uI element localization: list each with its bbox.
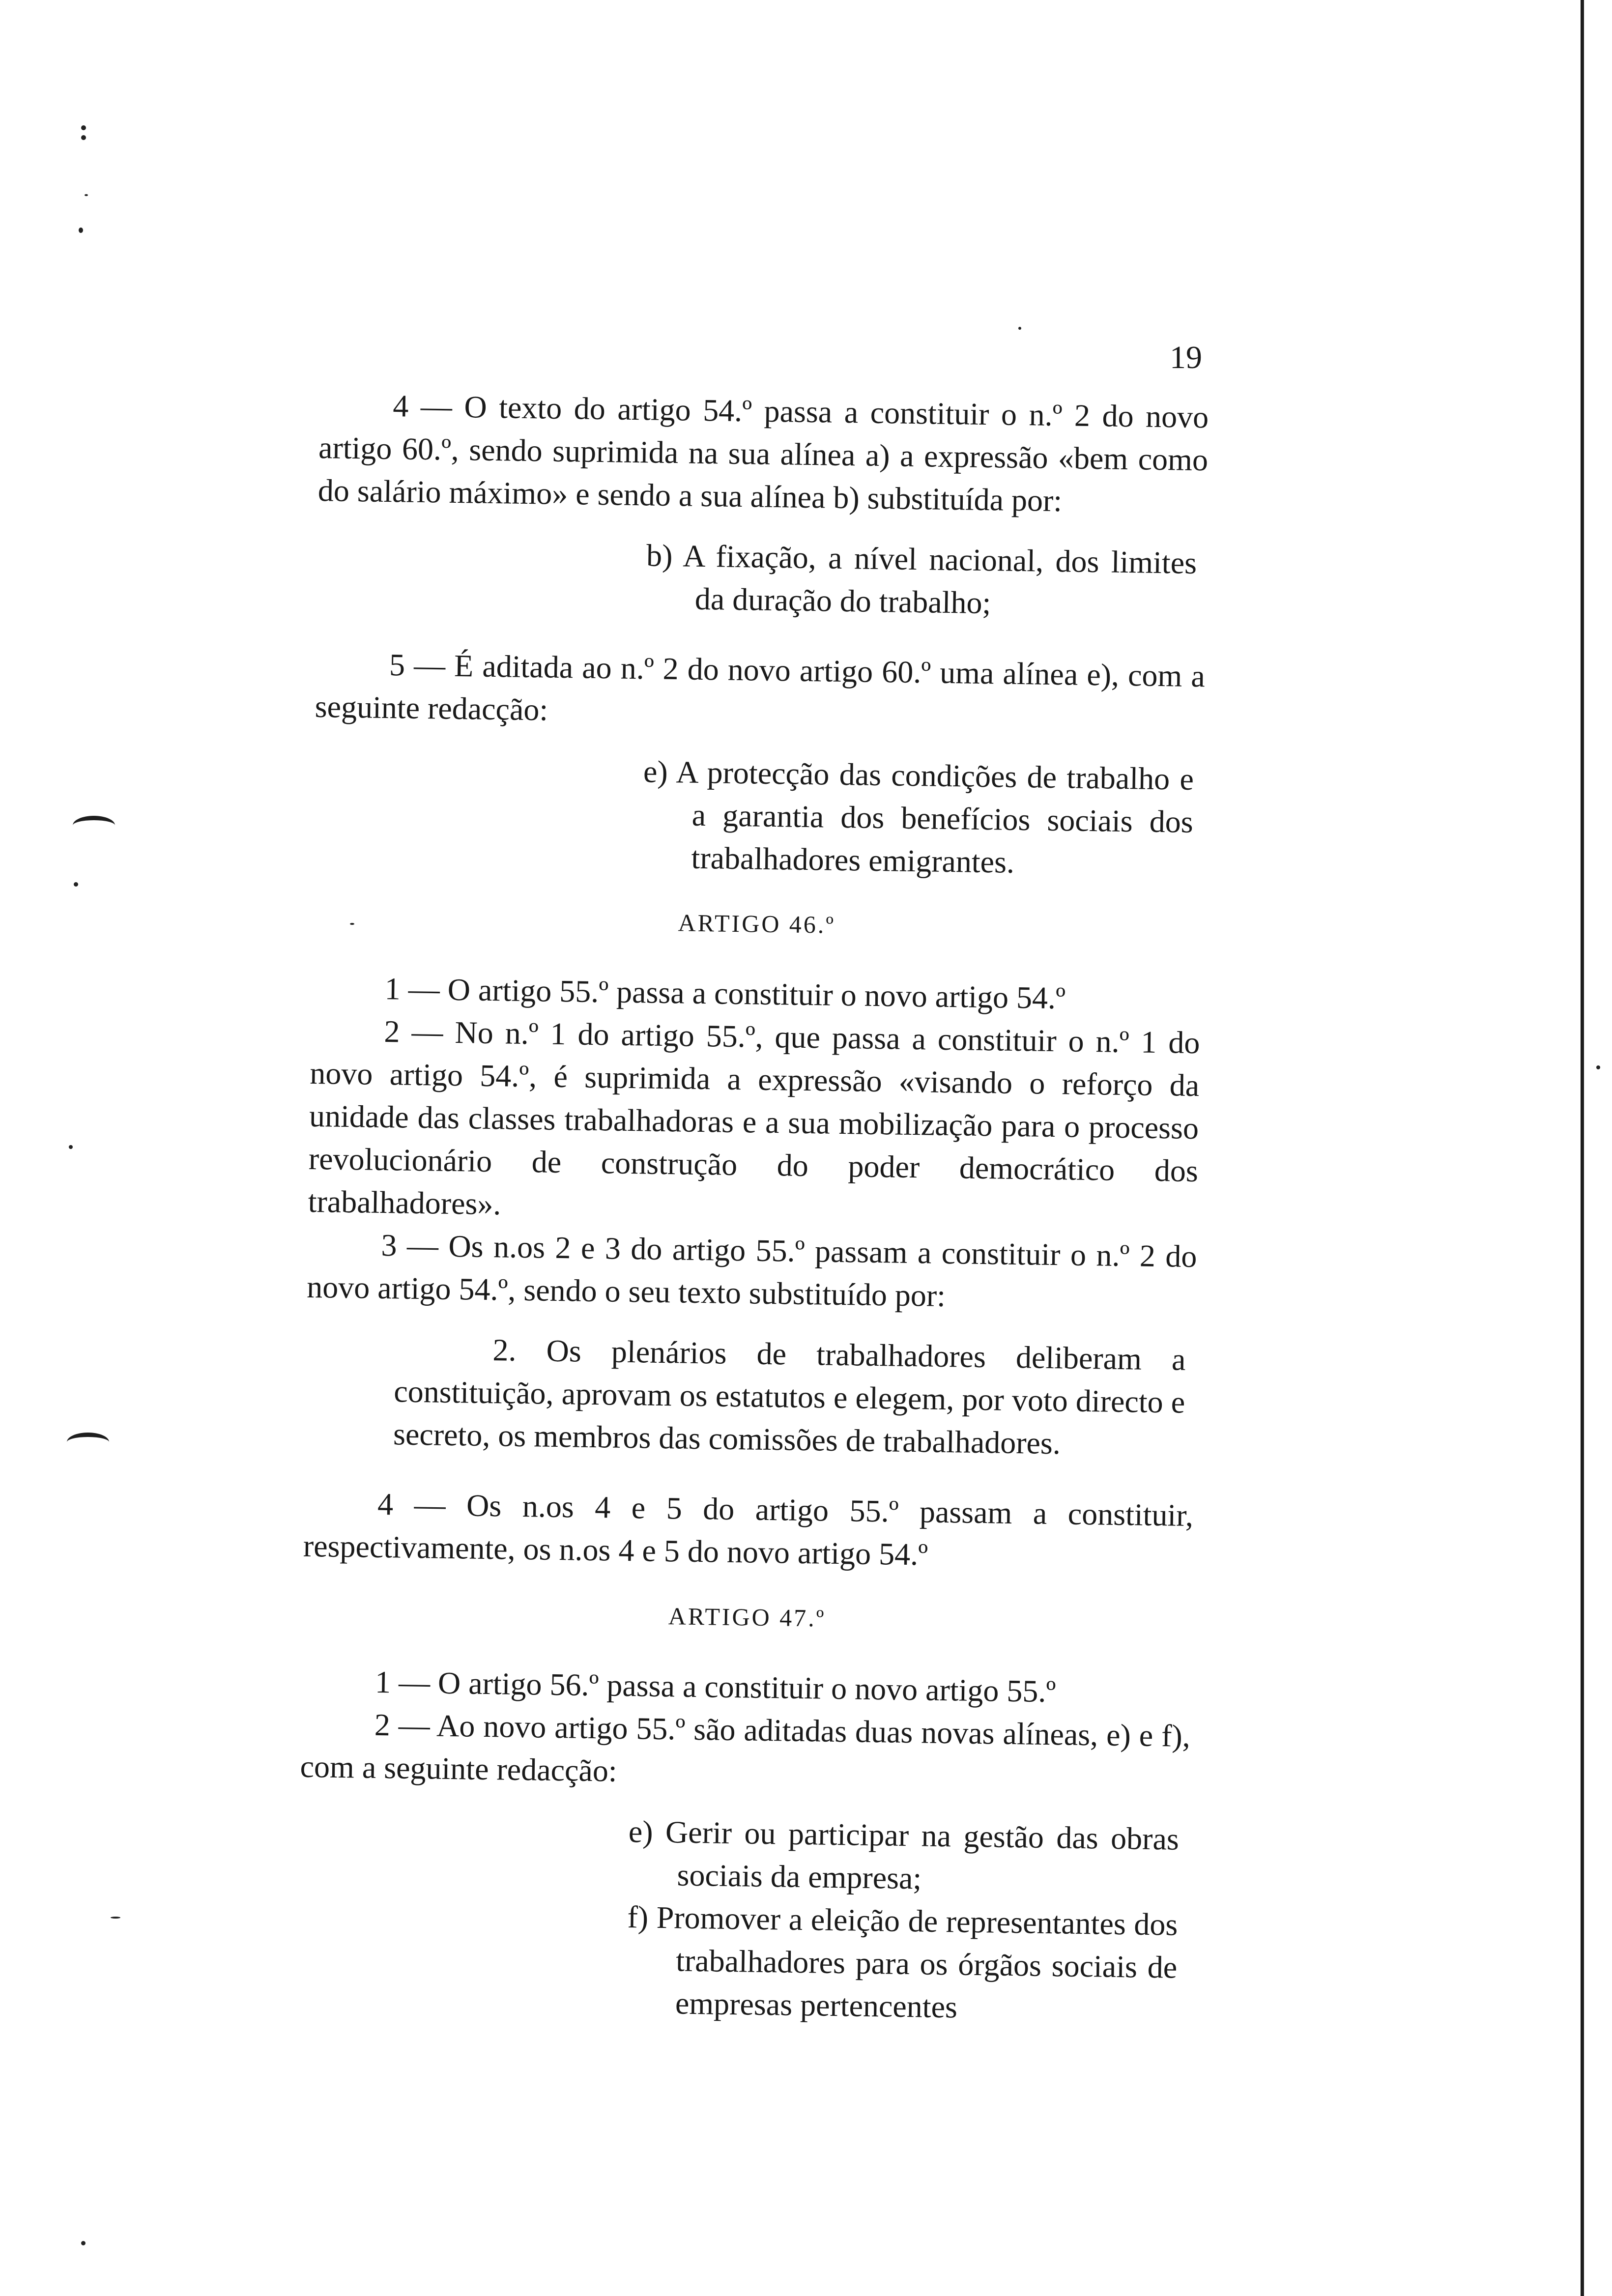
- document-body: [297, 383, 1209, 2032]
- article-47-paragraph-1: 1 — O artigo 56.º passa a constituir o novo artigo 55.º: [374, 1664, 1056, 1709]
- scan-speck: [74, 882, 78, 887]
- article-46-heading: ARTIGO 46.º: [678, 909, 836, 939]
- quoted-item-b: b) A fixação, a nível nacional, dos limites da duração do trabalho;: [646, 538, 1197, 621]
- scan-speck: [69, 1145, 73, 1149]
- quoted-item-e-2: e) Gerir ou participar na gestão das obras sociais da empresa;: [628, 1814, 1180, 1896]
- page-edge-line: [1581, 0, 1584, 2296]
- scan-speck: [81, 135, 86, 140]
- article-47-paragraph-2: 2 — Ao novo artigo 55.º são aditadas duas novas alíneas, e) e f), com a seguinte redacção:: [300, 1707, 1191, 1788]
- page-number: 19: [1170, 340, 1202, 375]
- article-46-paragraph-1: 1 — O artigo 55.º passa a constituir o novo artigo 54.º: [384, 971, 1066, 1016]
- paragraph-4: 4 — O texto do artigo 54.º passa a constituir o n.º 2 do novo artigo 60.º, sendo suprimida na sua alínea a) a expressão «bem como do salário máximo» e sendo a sua alínea b) substituída por:: [317, 388, 1209, 518]
- scan-speck: [1596, 1065, 1600, 1069]
- quoted-item-e: e) A protecção das condições de trabalho e a garantia dos benefícios sociais dos trabalhadores emigrantes.: [643, 754, 1194, 880]
- quoted-item-f: f) Promover a eleição de representantes dos trabalhadores para os órgãos sociais de empresas pertencentes: [627, 1899, 1178, 2025]
- scan-speck: [81, 2241, 86, 2245]
- article-46-paragraph-3: 3 — Os n.os 2 e 3 do artigo 55.º passam a constituir o n.º 2 do novo artigo 54.º, sendo o seu texto substituído por:: [306, 1227, 1197, 1313]
- quoted-number-2: 2. Os plenários de trabalhadores deliberam a constituição, aprovam os estatutos e elegem, por voto directo e secreto, os membros das comissões de trabalhadores.: [393, 1332, 1186, 1461]
- scan-speck: [1018, 327, 1021, 330]
- scan-speck: [79, 228, 83, 233]
- scan-speck: [111, 1917, 120, 1919]
- scan-speck: [85, 194, 88, 196]
- scan-speck: [81, 125, 86, 130]
- article-46-paragraph-4: 4 — Os n.os 4 e 5 do artigo 55.º passam a constituir, respectivamente, os n.os 4 e 5 do novo artigo 54.º: [303, 1486, 1194, 1572]
- paragraph-5: 5 — É aditada ao n.º 2 do novo artigo 60.º uma alínea e), com a seguinte redacção:: [315, 647, 1206, 727]
- binder-hole-mark: [67, 1433, 109, 1452]
- article-47-heading: ARTIGO 47.º: [668, 1602, 826, 1632]
- binder-hole-mark: [73, 816, 115, 835]
- article-46-paragraph-2: 2 — No n.º 1 do artigo 55.º, que passa a constituir o n.º 1 do novo artigo 54.º, é suprimida a expressão «visando o reforço da unidade das classes trabalhadoras e a sua mobilização para o processo revolucionário de construção do poder democrático dos trabalhadores».: [308, 1013, 1200, 1222]
